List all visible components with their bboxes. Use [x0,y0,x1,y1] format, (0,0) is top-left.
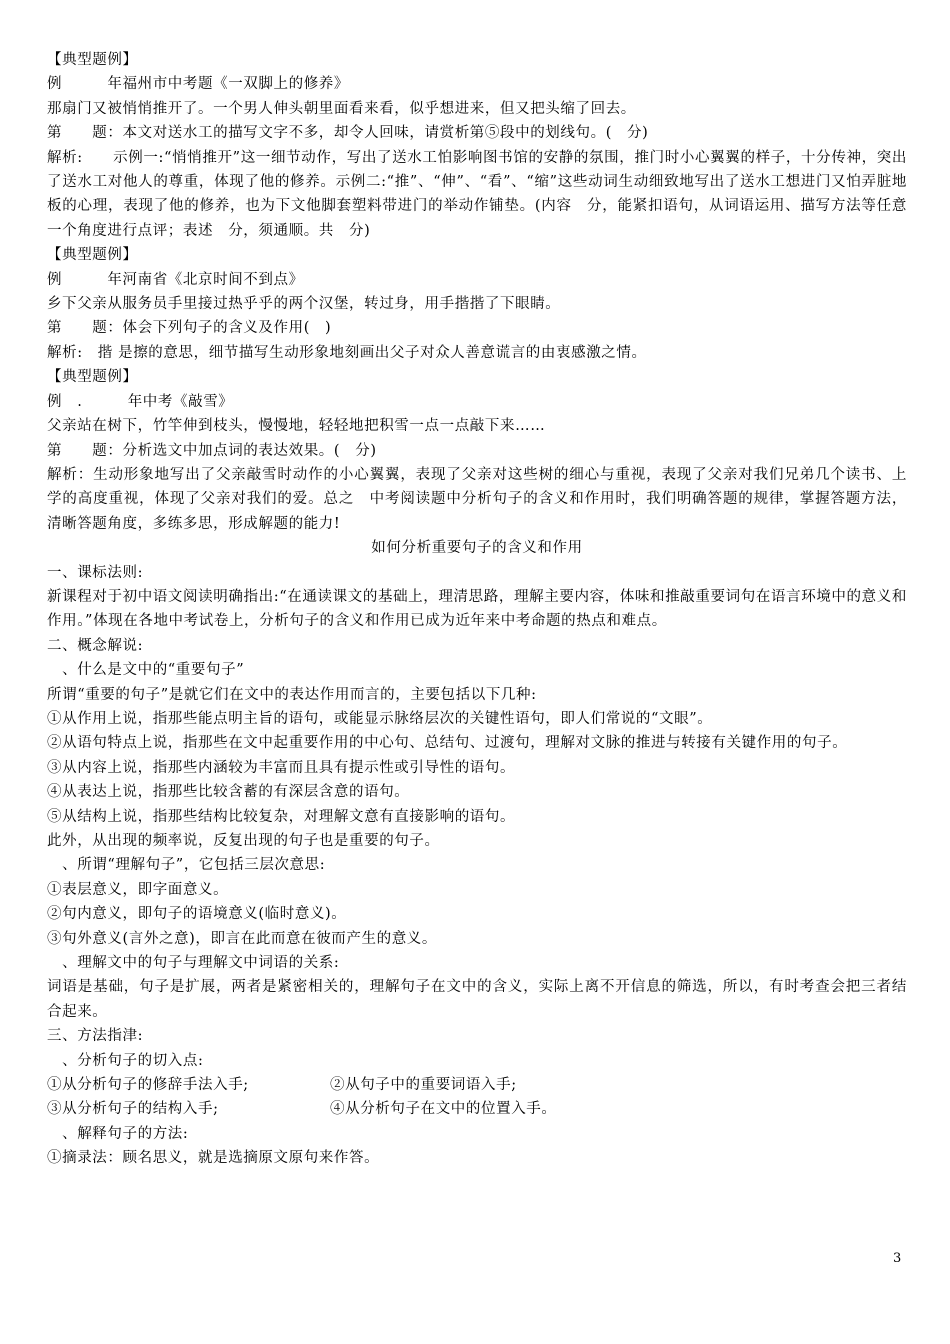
page-number: 3 [893,1251,902,1266]
section-heading-typical-example: 【典型题例】 [47,369,138,386]
analysis-paragraph: 解析：生动形象地写出了父亲敲雪时动作的小心翼翼，表现了父亲对这些树的细心与重视，表现了父亲对我们兄弟几个读书、上学的高度重视，体现了父亲对我们的爱。总之 中考阅读题中分析句子的含义和作用时，我们明确答题的规律，掌握答题方法，清晰答题角度，多练多思，形成解题的能力! [47,466,907,532]
analysis-paragraph: 解析: 示例一:“悄悄推开”这一细节动作，写出了送水工怕影响图书馆的安静的氛围，推门时小心翼翼的样子，十分传神，突出了送水工对他人的尊重，体现了他的修养。示例二:“推”、“伸”、“看”、“缩”这些动词生动细致地写出了送水工想进门又怕弄脏地板的心理，表现了他的修养，也为下文他脚套塑料带进门的举动作铺垫。(内容 分，能紧扣语句，从词语运用、描写方法等任意一个角度进行点评；表述 分，须通顺。共 分) [47,149,907,239]
quoted-passage: 那扇门又被悄悄推开了。一个男人伸头朝里面看来看，似乎想进来，但又把头缩了回去。 [47,100,636,117]
list-item: ②从句子中的重要词语入手; [330,1077,517,1094]
section-heading-typical-example: 【典型题例】 [47,247,138,264]
analysis-paragraph: 解析: 揩 是擦的意思，细节描写生动形象地刻画出父子对众人善意谎言的由衷感激之情。 [47,344,647,361]
list-item: ⑤从结构上说，指那些结构比较复杂，对理解文意有直接影响的语句。 [47,808,516,825]
subsection-heading: 、解释句子的方法: [47,1125,189,1142]
question: 第 题：本文对送水工的描写文字不多，却令人回味，请赏析第⑤段中的划线句。( 分) [47,125,649,142]
list-item: ①从分析句子的修辞手法入手; [47,1077,249,1094]
example-title: 例 . 年中考《敲雪》 [47,393,234,410]
example-title: 例 年福州市中考题《一双脚上的修养》 [47,76,349,93]
list-item: ①表层意义，即字面意义。 [47,881,229,898]
subsection-heading: 、理解文中的句子与理解文中词语的关系: [47,955,340,972]
body-paragraph: 新课程对于初中语文阅读明确指出:“在通读课文的基础上，理清思路，理解主要内容，体味和推敲重要词句在语言环境中的意义和作用。”体现在各地中考试卷上，分析句子的含义和作用已成为近年来中考命题的热点和难点。 [47,588,907,630]
section-heading: 一、课标法则: [47,564,144,581]
method-row [47,1097,907,1121]
subsection-heading: 、什么是文中的“重要句子” [47,662,245,679]
question: 第 题：分析选文中加点词的表达效果。( 分) [47,442,377,459]
article-title: 如何分析重要句子的含义和作用 [371,540,583,557]
quoted-passage: 乡下父亲从服务员手里接过热乎乎的两个汉堡，转过身，用手揩揩了下眼睛。 [47,296,561,313]
question: 第 题：体会下列句子的含义及作用( ) [47,320,332,337]
example-title: 例 年河南省《北京时间不到点》 [47,271,304,288]
section-heading: 三、方法指津: [47,1028,144,1045]
quoted-passage: 父亲站在树下，竹竿伸到枝头，慢慢地，轻轻地把积雪一点一点敲下来…… [47,418,546,435]
subsection-heading: 、所谓“理解句子”，它包括三层次意思: [47,857,326,874]
list-item: ①从作用上说，指那些能点明主旨的语句，或能显示脉络层次的关键性语句，即人们常说的“文眼”。 [47,710,713,727]
body-paragraph: 词语是基础，句子是扩展，两者是紧密相关的，理解句子在文中的含义，实际上离不开信息的筛选，所以，有时考查会把三者结合起来。 [47,979,907,1020]
section-heading-typical-example: 【典型题例】 [47,52,138,68]
list-item: ③从分析句子的结构入手; [47,1101,219,1118]
list-item: ①摘录法：顾名思义，就是选摘原文原句来作答。 [47,1150,380,1167]
list-item: ②从语句特点上说，指那些在文中起重要作用的中心句、总结句、过渡句，理解对文脉的推进与转接有关键作用的句子。 [47,735,848,752]
body-paragraph: 所谓“重要的句子”是就它们在文中的表达作用而言的，主要包括以下几种: [47,686,537,703]
document-page [47,48,907,1171]
subsection-heading: 、分析句子的切入点: [47,1052,204,1069]
list-item: ③句外意义(言外之意)，即言在此而意在彼而产生的意义。 [47,930,438,947]
list-item: ④从表达上说，指那些比较含蓄的有深层含意的语句。 [47,784,410,801]
list-item: ③从内容上说，指那些内涵较为丰富而且具有提示性或引导性的语句。 [47,759,516,776]
body-paragraph: 此外，从出现的频率说，反复出现的句子也是重要的句子。 [47,833,440,849]
section-heading: 二、概念解说: [47,637,144,654]
list-item: ②句内意义，即句子的语境意义(临时意义)。 [47,906,347,923]
list-item: ④从分析句子在文中的位置入手。 [330,1101,557,1118]
method-row [47,1073,907,1097]
